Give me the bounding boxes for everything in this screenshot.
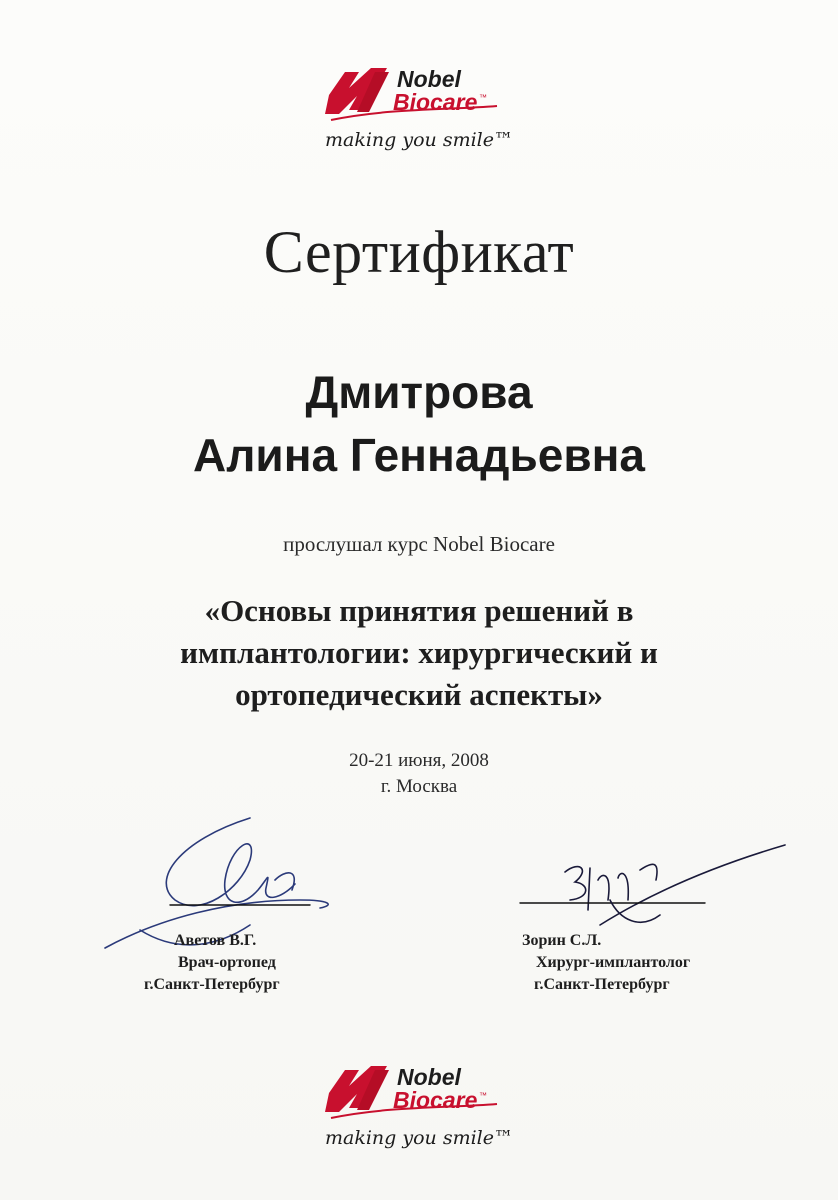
course-city: г. Москва <box>380 776 458 797</box>
signer-right <box>522 930 690 996</box>
course-title-line: имплантологии: хирургический и <box>180 635 658 670</box>
signer-role: Хирург-имплантолог <box>536 954 691 971</box>
course-title-line: ортопедический аспекты» <box>235 677 603 712</box>
signer-city: г.Санкт-Петербург <box>534 976 670 993</box>
logo-tagline: making you smile™ <box>325 129 513 151</box>
signer-name: Зорин С.Л. <box>522 932 602 949</box>
logo-tm: ™ <box>479 93 487 102</box>
signer-role: Врач-ортопед <box>178 954 276 971</box>
logo-brand-line2: Biocare <box>393 1087 478 1113</box>
course-date: 20-21 июня, 2008 <box>349 750 489 771</box>
course-title-line: «Основы принятия решений в <box>204 593 634 628</box>
signature-right <box>520 845 785 925</box>
logo-tagline: making you smile™ <box>325 1127 513 1149</box>
recipient-last-name: Дмитрова <box>305 366 533 418</box>
signature-left <box>105 818 328 948</box>
signer-city: г.Санкт-Петербург <box>144 976 280 993</box>
certificate-title: Сертификат <box>263 219 575 285</box>
nobel-biocare-logo-icon <box>319 1048 519 1158</box>
logo-brand-line1: Nobel <box>397 66 461 92</box>
nobel-biocare-logo-bottom <box>0 1048 838 1158</box>
logo-tm: ™ <box>479 1091 487 1100</box>
course-intro: прослушал курс Nobel Biocare <box>283 532 555 556</box>
signer-name: Аветов В.Г. <box>174 932 257 949</box>
logo-brand-line1: Nobel <box>397 1064 461 1090</box>
signer-left <box>144 930 280 996</box>
logo-brand-line2: Biocare <box>393 89 478 115</box>
recipient-first-name: Алина Геннадьевна <box>192 429 646 481</box>
